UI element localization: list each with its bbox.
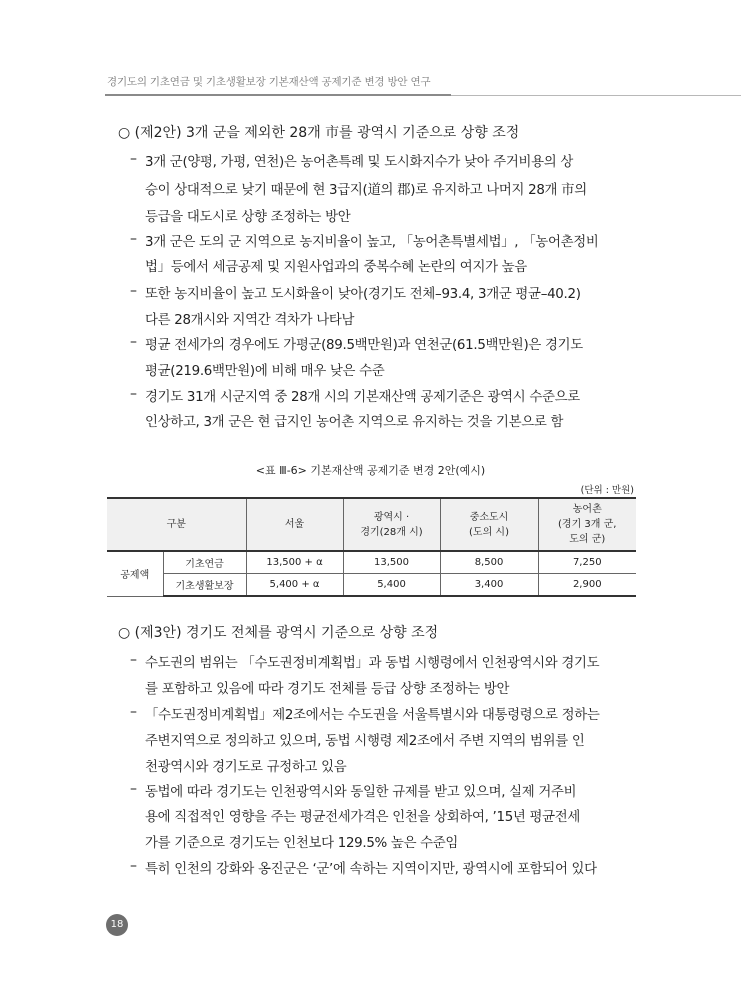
header-small-city-line-1: 중소도시 — [469, 511, 509, 523]
section3-bullet-3-line-3: 가를 기준으로 경기도는 인천보다 129.5% 높은 수준임 — [145, 836, 459, 851]
table-row — [107, 574, 636, 597]
section3-bullet-2-line-2: 주변지역으로 정의하고 있으며, 동법 시행령 제2조에서 주변 지역의 범위를 인 — [145, 734, 585, 749]
section3-bullet-3-marker: – — [130, 781, 137, 797]
section3-bullet-1-line-2: 를 포함하고 있음에 따라 경기도 전체를 등급 상향 조정하는 방안 — [145, 682, 510, 697]
section2-bullet-1-line-1: 3개 군(양평, 가평, 연천)은 농어촌특례 및 도시화지수가 낮아 주거비용의 상 — [145, 155, 574, 170]
row-group-label: 공제액 — [107, 551, 163, 596]
header-metro-line-1: 광역시 · — [373, 511, 410, 523]
running-header: 경기도의 기초연금 및 기초생활보장 기본재산액 공제기준 변경 방안 연구 — [107, 76, 431, 88]
section2-bullet-4-line-2: 평균(219.6백만원)에 비해 매우 낮은 수준 — [145, 364, 385, 379]
row-label: 기초연금 — [163, 551, 246, 574]
section3-bullet-2-line-3: 천광역시와 경기도로 규정하고 있음 — [145, 760, 347, 775]
header-small-city-line-2: (도의 시) — [469, 526, 509, 538]
section2-heading: ○ (제2안) 3개 군을 제외한 28개 市를 광역시 기준으로 상향 조정 — [118, 125, 520, 141]
row-label: 기초생활보장 — [163, 574, 246, 597]
section3-bullet-1-marker: – — [130, 652, 137, 668]
header-rule-light — [451, 95, 741, 96]
cell-rural: 7,250 — [538, 551, 636, 574]
cell-seoul: 5,400 + α — [246, 574, 343, 597]
table-header-row — [107, 498, 636, 551]
section2-bullet-4-line-1: 평균 전세가의 경우에도 가평군(89.5백만원)과 연천군(61.5백만원)은 경기도 — [145, 338, 583, 353]
deduction-table — [107, 497, 636, 597]
section2-bullet-1-line-3: 등급을 대도시로 상향 조정하는 방안 — [145, 210, 351, 225]
section3-bullet-2-marker: – — [130, 704, 137, 720]
section3-bullet-4-line-1: 특히 인천의 강화와 옹진군은 ‘군’에 속하는 지역이지만, 광역시에 포함되어 있다 — [145, 862, 597, 877]
cell-metro: 5,400 — [343, 574, 440, 597]
section2-bullet-3-line-2: 다른 28개시와 지역간 격차가 나타남 — [145, 313, 355, 328]
cell-small-city: 3,400 — [440, 574, 538, 597]
section2-bullet-2-line-1: 3개 군은 도의 군 지역으로 농지비율이 높고, 「농어촌특별세법」, 「농어촌정비 — [145, 235, 599, 250]
header-small-city — [440, 498, 538, 551]
header-category: 구분 — [107, 498, 246, 551]
section2-bullet-1-line-2: 승이 상대적으로 낮기 때문에 현 3급지(道의 郡)로 유지하고 나머지 28개 市의 — [145, 183, 587, 198]
section2-bullet-3-line-1: 또한 농지비율이 높고 도시화율이 낮아(경기도 전체–93.4, 3개군 평균–40.2) — [145, 287, 581, 302]
section2-bullet-2-marker: – — [130, 231, 137, 247]
section2-bullet-5-line-2: 인상하고, 3개 군은 현 급지인 농어촌 지역으로 유지하는 것을 기본으로 함 — [145, 415, 564, 430]
section2-bullet-5-line-1: 경기도 31개 시군지역 중 28개 시의 기본재산액 공제기준은 광역시 수준으로 — [145, 390, 580, 405]
header-rural — [538, 498, 636, 551]
section3-bullet-1-line-1: 수도권의 범위는 「수도권정비계획법」과 동법 시행령에서 인천광역시와 경기도 — [145, 656, 600, 671]
header-metro-line-2: 경기(28개 시) — [360, 526, 423, 538]
table-unit: (단위 : 만원) — [580, 485, 634, 496]
section3-bullet-4-marker: – — [130, 858, 137, 874]
section3-bullet-3-line-2: 용에 직접적인 영향을 주는 평균전세가격은 인천을 상회하여, ’15년 평균전세 — [145, 810, 581, 825]
cell-small-city: 8,500 — [440, 551, 538, 574]
section3-bullet-2-line-1: 「수도권정비계획법」제2조에서는 수도권을 서울특별시와 대통령령으로 정하는 — [145, 708, 600, 723]
section3-bullet-3-line-1: 동법에 따라 경기도는 인천광역시와 동일한 규제를 받고 있으며, 실제 거주비 — [145, 785, 577, 800]
header-rural-line-2: (경기 3개 군, — [558, 519, 617, 530]
cell-rural: 2,900 — [538, 574, 636, 597]
table-row — [107, 551, 636, 574]
table-caption: <표 Ⅲ-6> 기본재산액 공제기준 변경 2안(예시) — [255, 464, 486, 477]
header-seoul: 서울 — [246, 498, 343, 551]
section3-heading: ○ (제3안) 경기도 전체를 광역시 기준으로 상향 조정 — [118, 625, 439, 641]
cell-seoul: 13,500 + α — [246, 551, 343, 574]
section2-bullet-4-marker: – — [130, 334, 137, 350]
header-rural-line-1: 농어촌 — [572, 504, 602, 515]
section2-bullet-3-marker: – — [130, 283, 137, 299]
cell-metro: 13,500 — [343, 551, 440, 574]
header-rural-line-3: 도의 군) — [569, 534, 606, 545]
header-rule — [105, 94, 451, 96]
section2-bullet-5-marker: – — [130, 386, 137, 402]
header-metro — [343, 498, 440, 551]
page-number: 18 — [106, 914, 128, 936]
section2-bullet-1-marker: – — [130, 151, 137, 167]
section2-bullet-2-line-2: 법」등에서 세금공제 및 지원사업과의 중복수혜 논란의 여지가 높음 — [145, 260, 527, 275]
